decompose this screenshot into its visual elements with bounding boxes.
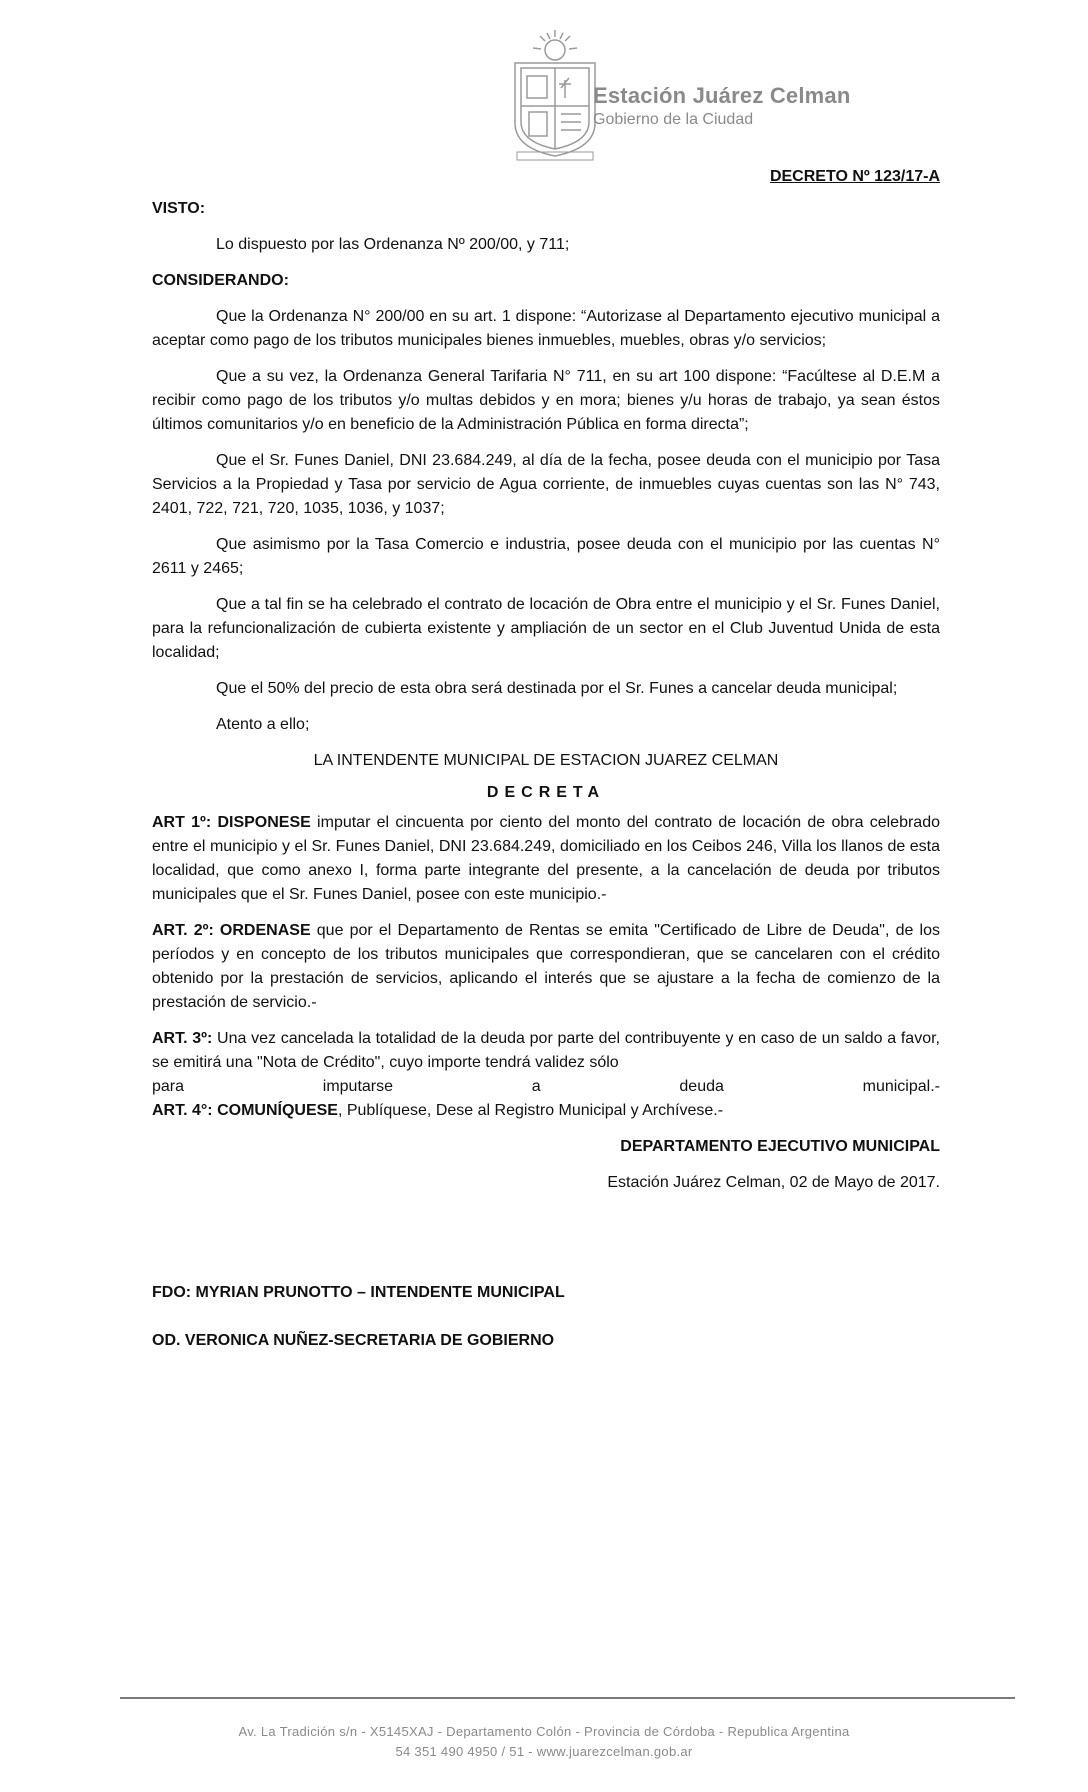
article-2-text: que por el Departamento de Rentas se emita "Certificado de Libre de Deuda", de los períodos y en concepto de los tributos municipales que correspondieran, que se cancelaren con el crédito obtenido por la prestación de servicios, aplicando el interés que se ajustare a la fecha de comienzo de la prestación de servicio.-: [152, 922, 940, 1011]
authority-line: LA INTENDENTE MUNICIPAL DE ESTACION JUAREZ CELMAN: [313, 752, 779, 769]
article-1-label: ART 1º: DISPONESE: [152, 814, 311, 831]
article-3-word: imputarse: [322, 1078, 394, 1095]
article-4-text: , Publíquese, Dese al Registro Municipal y Archívese.-: [337, 1102, 724, 1119]
footer-address: Av. La Tradición s/n - X5145XAJ - Departamento Colón - Provincia de Córdoba - Republica Argentina: [238, 1724, 850, 1739]
decree-number: DECRETO Nº 123/17-A: [769, 168, 940, 185]
article-2: [152, 919, 940, 1015]
department-signature: DEPARTAMENTO EJECUTIVO MUNICIPAL: [620, 1138, 940, 1155]
article-3-word: municipal.-: [862, 1078, 940, 1095]
article-4: [152, 1099, 940, 1123]
article-1-text: imputar el cincuenta por ciento del monto del contrato de locación de obra celebrado entre el municipio y el Sr. Funes Daniel, DNI 23.684.249, domiciliado en los Ceibos 246, Villa los llanos de esta localidad, que como anexo I, forma parte integrante del presente, a la cancelación de deuda por tributos municipales que el Sr. Funes Daniel, posee con este municipio.-: [152, 814, 940, 903]
article-3-label: ART. 3º:: [152, 1030, 213, 1047]
considerando-heading: CONSIDERANDO:: [152, 272, 289, 289]
article-3-word: deuda: [679, 1078, 724, 1095]
brand-subtitle: Gobierno de la Ciudad: [593, 111, 754, 128]
article-4-label: ART. 4°: COMUNÍQUESE: [152, 1102, 338, 1119]
article-3: [152, 1027, 940, 1075]
considerando-paragraph: Que a su vez, la Ordenanza General Tarifaria N° 711, en su art 100 dispone: “Facúltese al D.E.M a recibir como pago de los tributos y/o multas debidos y en mora; bienes y/u horas de trabajo, ya sean éstos últimos comunitarios y/o en beneficio de la Administración Pública en forma directa”;: [152, 368, 940, 433]
considerando-paragraph: Que el 50% del precio de esta obra será destinada por el Sr. Funes a cancelar deuda municipal;: [216, 680, 898, 697]
visto-heading: VISTO:: [152, 200, 206, 217]
considerando-paragraph: Que a tal fin se ha celebrado el contrato de locación de Obra entre el municipio y el Sr. Funes Daniel, para la refuncionalización de cubierta existente y ampliación de un sector en el Club Juventud Unida de esta localidad;: [152, 596, 940, 661]
brand-name: Estación Juárez Celman: [593, 83, 851, 108]
article-1: [152, 811, 940, 907]
signature-intendente: FDO: MYRIAN PRUNOTTO – INTENDENTE MUNICIPAL: [152, 1284, 565, 1301]
considerando-paragraph: Que el Sr. Funes Daniel, DNI 23.684.249, al día de la fecha, posee deuda con el municipio por Tasa Servicios a la Propiedad y Tasa por servicio de Agua corriente, de inmuebles cuyas cuentas son las N° 743, 2401, 722, 721, 720, 1035, 1036, y 1037;: [152, 452, 940, 517]
place-date: Estación Juárez Celman, 02 de Mayo de 2017.: [607, 1174, 940, 1191]
considerando-paragraph: Que asimismo por la Tasa Comercio e industria, posee deuda con el municipio por las cuentas N° 2611 y 2465;: [152, 536, 940, 577]
article-3-word: a: [531, 1078, 541, 1095]
considerando-paragraph: Que la Ordenanza N° 200/00 en su art. 1 dispone: “Autorizase al Departamento ejecutivo municipal a aceptar como pago de los tributos municipales bienes inmuebles, muebles, obras y/o servicios;: [152, 308, 940, 349]
visto-text: Lo dispuesto por las Ordenanza Nº 200/00, y 711;: [216, 236, 570, 253]
decree-body: [152, 165, 940, 1353]
article-3-word: para: [152, 1078, 185, 1095]
atento-text: Atento a ello;: [216, 716, 310, 733]
article-3-text: Una vez cancelada la totalidad de la deuda por parte del contribuyente y en caso de un saldo a favor, se emitirá una "Nota de Crédito", cuyo importe tendrá validez sólo: [152, 1030, 940, 1071]
footer-divider: [120, 1697, 1015, 1699]
footer-contact: 54 351 490 4950 / 51 - www.juarezcelman.gob.ar: [395, 1744, 693, 1759]
article-2-label: ART. 2º: ORDENASE: [152, 922, 311, 939]
signature-secretaria: OD. VERONICA NUÑEZ-SECRETARIA DE GOBIERNO: [152, 1332, 555, 1349]
article-3-last-line: [152, 1075, 940, 1099]
decreta-heading: DECRETA: [486, 784, 606, 801]
municipal-crest-icon: [505, 28, 605, 163]
footer: [0, 1722, 1088, 1762]
letterhead: [505, 28, 865, 168]
